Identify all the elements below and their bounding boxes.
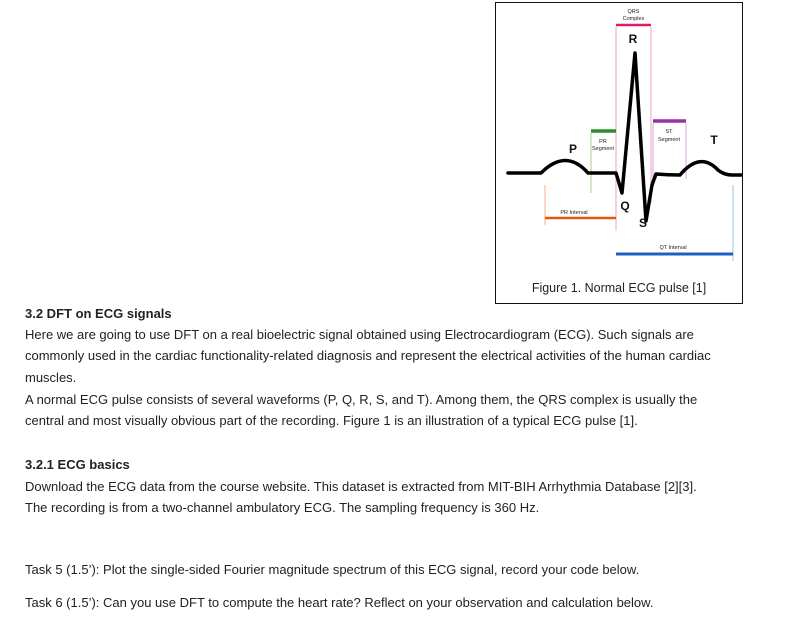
subsection-paragraph-line-1: Download the ECG data from the course website. This dataset is extracted from MIT-BIH Arrhythmia Database [2][3]. [25, 479, 697, 494]
paragraph-1-line-3: muscles. [25, 370, 77, 385]
ecg-figure [495, 2, 743, 304]
paragraph-2-line-1: A normal ECG pulse consists of several waveforms (P, Q, R, S, and T). Among them, the QRS complex is usually the [25, 392, 698, 407]
r-wave-label: R [628, 32, 638, 46]
qrs-complex-label-2: Complex [622, 16, 645, 22]
figure-caption: Figure 1. Normal ECG pulse [1] [531, 281, 707, 295]
q-wave-label: Q [620, 199, 630, 213]
pr-interval-label: PR Interval [560, 210, 588, 216]
t-wave-label: T [710, 133, 718, 147]
section-heading: 3.2 DFT on ECG signals [25, 306, 172, 321]
subsection-paragraph-line-2: The recording is from a two-channel ambulatory ECG. The sampling frequency is 360 Hz. [25, 500, 540, 515]
task-5: Task 5 (1.5’): Plot the single-sided Fourier magnitude spectrum of this ECG signal, record your code below. [25, 562, 640, 577]
paragraph-1-line-1: Here we are going to use DFT on a real bioelectric signal obtained using Electrocardiogram (ECG). Such signals are [25, 327, 694, 342]
qt-interval-label: QT Interval [659, 245, 687, 251]
st-segment-label-2: Segment [657, 137, 681, 143]
pr-segment-label-1: PR [599, 139, 607, 145]
pr-segment-label-2: Segment [591, 146, 615, 152]
ecg-waveform [508, 53, 742, 221]
s-wave-label: S [638, 216, 648, 230]
ecg-pulse-diagram [496, 3, 742, 303]
subsection-heading: 3.2.1 ECG basics [25, 457, 130, 472]
paragraph-1-line-2: commonly used in the cardiac functionality-related diagnosis and represent the electrical activities of the human cardiac [25, 348, 711, 363]
task-6: Task 6 (1.5’): Can you use DFT to compute the heart rate? Reflect on your observation and calculation below. [25, 595, 654, 610]
paragraph-2-line-2: central and most visually obvious part of the recording. Figure 1 is an illustration of a typical ECG pulse [1]. [25, 413, 638, 428]
p-wave-label: P [568, 142, 578, 156]
st-segment-label-1: ST [665, 129, 673, 135]
qrs-complex-label-1: QRS [627, 9, 640, 15]
